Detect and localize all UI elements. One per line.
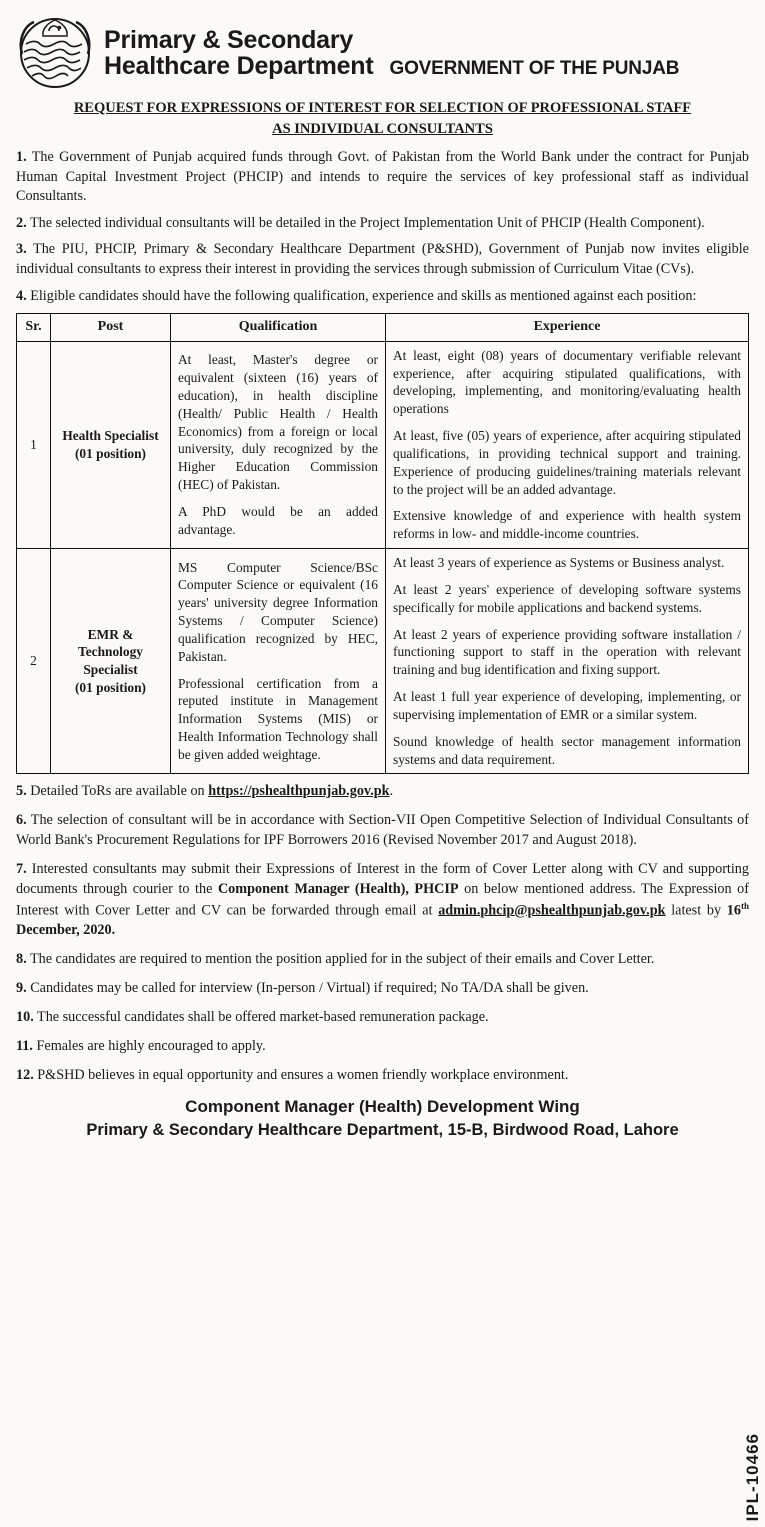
row-1-qualification	[171, 341, 386, 548]
row-1-post	[51, 341, 171, 548]
clause-5-number: 5.	[16, 783, 27, 800]
document-header	[16, 14, 749, 96]
intro-number-2: 2.	[16, 214, 27, 231]
closing-line-2: Primary & Secondary Healthcare Department, 15-B, Birdwood Road, Lahore	[86, 1121, 679, 1140]
table-row	[17, 341, 749, 548]
row-2-post-title: EMR & Technology Specialist	[78, 626, 143, 678]
row-1-post-title: Health Specialist	[62, 428, 159, 444]
row-1-experience-p2: At least, five (05) years of experience, after acquiring stipulated qualifications, in providing technical support and training. Experience of producing guidelines/training materials relevant to the project will be an added advantage.	[393, 428, 741, 497]
intro-text-2: The selected individual consultants will be detailed in the Project Implementation Unit of PHCIP (Health Component).	[29, 214, 705, 231]
header-text-block	[104, 25, 679, 81]
closing-line-1: Component Manager (Health) Development Wing	[185, 1096, 580, 1116]
row-2-experience	[386, 549, 749, 774]
clause-7	[16, 860, 749, 941]
department-line-1: Primary & Secondary	[104, 26, 354, 55]
clause-5-text-end: .	[389, 783, 394, 800]
row-2-qualification-p1: MS Computer Science/BSc Computer Science or equivalent (16 years' university degree Information Systems / Computer Science) qualification recognized by HEC, Pakistan.	[178, 559, 378, 664]
row-2-qualification	[171, 549, 386, 774]
header-sr: Sr.	[17, 314, 51, 342]
page-title	[16, 98, 749, 140]
clause-7-text-b: on below mentioned address. The Expression of Interest with Cover Letter and CV can be forwarded through email at	[16, 880, 749, 919]
intro-paragraph-4	[16, 287, 749, 307]
header-qualification: Qualification	[171, 314, 386, 342]
intro-text-4: Eligible candidates should have the following qualification, experience and skills as mentioned against each position:	[30, 287, 697, 304]
positions-table	[16, 313, 749, 774]
page-title-line-1: REQUEST FOR EXPRESSIONS OF INTEREST FOR SELECTION OF PROFESSIONAL STAFF	[73, 100, 692, 116]
row-1-qualification-p2: A PhD would be an added advantage.	[178, 503, 378, 537]
closing-address	[16, 1095, 749, 1144]
intro-paragraph-2	[16, 214, 749, 234]
deadline-day: 16	[726, 902, 741, 919]
row-2-qualification-p2: Professional certification from a reputed institute in Management Information Systems (MIS) or Health Information Technology shall be given added weightage.	[178, 675, 378, 762]
intro-number-1: 1.	[16, 149, 27, 166]
clause-12-number: 12.	[16, 1066, 34, 1083]
clause-6-text: The selection of consultant will be in accordance with Section-VII Open Competitive Selection of Individual Consultants of World Bank's Procurement Regulations for IPF Borrowers 2016 (Revised November 2017 and August 2018).	[16, 812, 749, 849]
table-row	[17, 549, 749, 774]
clause-9-number: 9.	[16, 980, 27, 997]
clause-6-number: 6.	[16, 812, 27, 829]
deadline-ordinal: th	[740, 900, 749, 911]
deadline-date: December, 2020.	[16, 922, 116, 939]
clause-8-text: The candidates are required to mention the position applied for in the subject of their emails and Cover Letter.	[29, 951, 655, 968]
clause-7-text-a: Interested consultants may submit their Expressions of Interest in the form of Cover Letter along with CV and supporting documents through courier to the	[16, 860, 749, 897]
tors-website-link[interactable]: https://pshealthpunjab.gov.pk	[208, 783, 390, 800]
row-2-experience-p3: At least 2 years of experience providing software installation / functioning support to staff in the operation with relevant training and bug identification and fixing support.	[393, 626, 741, 678]
row-1-experience	[386, 341, 749, 548]
header-experience: Experience	[386, 314, 749, 342]
clause-7-number: 7.	[16, 860, 27, 877]
row-2-experience-p4: At least 1 full year experience of developing, implementing, or supervising implementation of EMR or a similar system.	[393, 689, 741, 722]
row-2-experience-p5: Sound knowledge of health sector management information systems and data requirement.	[393, 733, 741, 767]
table-header-row	[17, 314, 749, 342]
intro-text-3: The PIU, PHCIP, Primary & Secondary Healthcare Department (P&SHD), Government of Punjab now invites eligible individual consultants to express their interest in providing the services through submission of Curriculum Vitae (CVs).	[16, 241, 749, 277]
clause-5-text: Detailed ToRs are available on	[30, 783, 209, 800]
row-2-post-positions: (01 position)	[74, 680, 147, 696]
clause-12-text: P&SHD believes in equal opportunity and ensures a women friendly workplace environment.	[37, 1066, 569, 1083]
clause-10	[16, 1008, 749, 1028]
row-2-sr: 2	[17, 549, 51, 774]
clause-11	[16, 1037, 749, 1057]
clause-11-number: 11.	[16, 1037, 33, 1054]
clause-7-component-manager: Component Manager (Health), PHCIP	[217, 880, 459, 897]
email-link[interactable]: admin.phcip@pshealthpunjab.gov.pk	[438, 902, 666, 919]
clause-11-text: Females are highly encouraged to apply.	[36, 1037, 266, 1054]
row-2-experience-p2: At least 2 years' experience of developing software systems specifically for mobile applications and backend systems.	[393, 581, 741, 615]
clause-9	[16, 979, 749, 999]
row-1-experience-p1: At least, eight (08) years of documentary verifiable relevant experience, after acquiring stipulated qualifications, with developing, implementing, and monitoring/evaluating health operations	[393, 347, 741, 417]
clause-9-text: Candidates may be called for interview (In-person / Virtual) if required; No TA/DA shall be given.	[30, 980, 589, 997]
clause-7-text-c: latest by	[665, 902, 727, 919]
header-post: Post	[51, 314, 171, 342]
intro-paragraph-1	[16, 148, 749, 207]
positions-table-body	[17, 341, 749, 774]
intro-paragraph-3	[16, 240, 749, 279]
clause-10-text: The successful candidates shall be offered market-based remuneration package.	[37, 1008, 489, 1025]
positions-table-header	[17, 314, 749, 342]
punjab-government-crest-icon	[16, 14, 94, 92]
page-title-line-2: AS INDIVIDUAL CONSULTANTS	[272, 121, 493, 138]
row-1-post-positions: (01 position)	[74, 445, 147, 461]
clause-10-number: 10.	[16, 1008, 34, 1025]
row-2-post	[51, 549, 171, 774]
department-line-2: Healthcare Department	[104, 52, 374, 81]
clause-8-number: 8.	[16, 951, 27, 968]
intro-text-1: The Government of Punjab acquired funds through Govt. of Pakistan from the World Bank under the contract for Punjab Human Capital Investment Project (PHCIP) and intends to require the services of key professional staff as individual Consultants.	[16, 149, 749, 205]
intro-number-3: 3.	[16, 241, 27, 258]
publication-code: IPL-10466	[743, 1432, 762, 1521]
clause-6	[16, 811, 749, 851]
row-1-qualification-p1: At least, Master's degree or equivalent (sixteen (16) years of education), in health discipline (Health/ Public Health / Health Economics) from a foreign or local university, duly recognized by the Higher Education Commission (HEC) of Pakistan.	[178, 352, 378, 493]
government-label: GOVERNMENT OF THE PUNJAB	[389, 58, 680, 80]
clause-8	[16, 950, 749, 970]
row-2-experience-p1: At least 3 years of experience as Systems or Business analyst.	[393, 555, 725, 571]
clause-5	[16, 782, 749, 802]
intro-number-4: 4.	[16, 287, 27, 304]
clause-12	[16, 1066, 749, 1086]
row-1-experience-p3: Extensive knowledge of and experience with health system reforms in low- and middle-income countries.	[393, 508, 741, 542]
row-1-sr: 1	[17, 341, 51, 548]
